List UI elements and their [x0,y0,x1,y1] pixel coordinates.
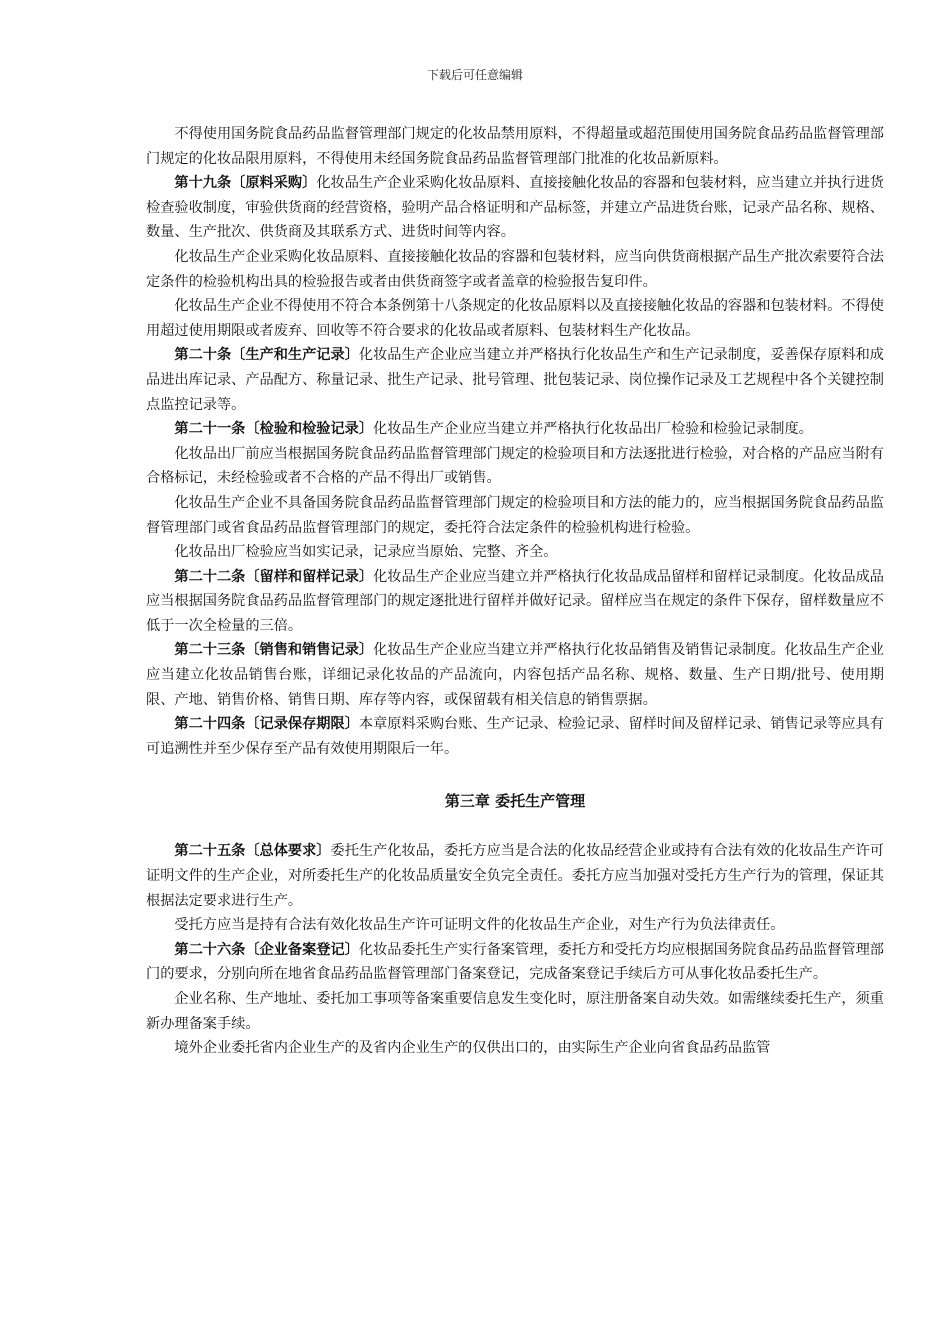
article-heading: 第二十三条〔销售和销售记录〕 [174,642,374,659]
paragraph [146,540,884,565]
paragraph [146,987,884,1036]
paragraph-text: 化妆品生产企业不得使用不符合本条例第十八条规定的化妆品原料以及直接接触化妆品的容器和包装材料。不得使用超过使用期限或者废弃、回收等不符合要求的化妆品或者原料、包装材料生产化妆品。 [146,298,884,339]
paragraph [146,122,884,171]
paragraph-text: 化妆品生产企业应当建立并严格执行化妆品成品留样和留样记录制度。化妆品成品应当根据国务院食品药品监督管理部门的规定逐批进行留样并做好记录。留样应当在规定的条件下保存，留样数量应不低于一次全检量的三倍。 [146,568,884,634]
paragraph-text: 企业名称、生产地址、委托加工事项等备案重要信息发生变化时，原注册备案自动失效。如需继续委托生产，须重新办理备案手续。 [146,991,884,1032]
page-header: 下载后可任意编辑 [426,68,523,82]
paragraph [146,442,884,491]
article-heading: 第二十一条〔检验和检验记录〕 [174,421,374,438]
paragraph [146,938,884,987]
paragraph [146,913,884,938]
paragraph-text: 化妆品生产企业采购化妆品原料、直接接触化妆品的容器和包装材料，应当向供货商根据产品生产批次索要符合法定条件的检验机构出具的检验报告或者由供货商签字或者盖章的检验报告复印件。 [146,248,884,290]
paragraph-text: 化妆品生产企业采购化妆品原料、直接接触化妆品的容器和包装材料，应当建立并执行进货检查验收制度，审验供货商的经营资格，验明产品合格证明和产品标签，并建立产品进货台账，记录产品名称、规格、数量、生产批次、供货商及其联系方式、进货时间等内容。 [146,175,884,241]
article-heading: 第二十五条〔总体要求〕 [174,843,331,860]
paragraph-text: 委托生产化妆品，委托方应当是合法的化妆品经营企业或持有合法有效的化妆品生产许可证明文件的生产企业，对所委托生产的化妆品质量安全负完全责任。委托方应当加强对受托方生产行为的管理，保证其根据法定要求进行生产。 [146,843,884,909]
article-heading: 第二十二条〔留样和留样记录〕 [174,568,374,585]
paragraph [146,839,884,913]
chapter-heading: 第三章 委托生产管理 [444,792,586,811]
paragraph-text: 境外企业委托省内企业生产的及省内企业生产的仅供出口的，由实际生产企业向省食品药品监管 [174,1040,771,1057]
paragraph-text: 受托方应当是持有合法有效化妆品生产许可证明文件的化妆品生产企业，对生产行为负法律责任。 [174,917,785,934]
paragraph [146,171,884,245]
article-heading: 第二十条〔生产和生产记录〕 [174,347,359,364]
paragraph-text: 化妆品生产企业不具备国务院食品药品监督管理部门规定的检验项目和方法的能力的，应当根据国务院食品药品监督管理部门或省食品药品监督管理部门的规定，委托符合法定条件的检验机构进行检验。 [146,494,884,536]
paragraph-text: 化妆品委托生产实行备案管理，委托方和受托方均应根据国务院食品药品监督管理部门的要求，分别向所在地省食品药品监督管理部门备案登记，完成备案登记手续后方可从事化妆品委托生产。 [146,941,884,983]
article-heading: 第二十六条〔企业备案登记〕 [174,941,359,958]
paragraph [146,638,884,712]
paragraph [146,245,884,294]
paragraph-text: 化妆品出厂检验应当如实记录，记录应当原始、完整、齐全。 [174,544,558,561]
paragraph-text: 化妆品出厂前应当根据国务院食品药品监督管理部门规定的检验项目和方法逐批进行检验，对合格的产品应当附有合格标记，未经检验或者不合格的产品不得出厂或销售。 [146,445,884,487]
paragraph-text: 化妆品生产企业应当建立并严格执行化妆品销售及销售记录制度。化妆品生产企业应当建立化妆品销售台账，详细记录化妆品的产品流向，内容包括产品名称、规格、数量、生产日期/批号、使用期限、产地、销售价格、销售日期、库存等内容，或保留载有相关信息的销售票据。 [146,642,884,708]
paragraph-text: 本章原料采购台账、生产记录、检验记录、留样时间及留样记录、销售记录等应具有可追溯性并至少保存至产品有效使用期限后一年。 [146,716,884,757]
document-body [146,122,884,1061]
paragraph [146,565,884,639]
paragraph [146,343,884,417]
paragraph [146,712,884,761]
paragraph [146,1036,884,1061]
paragraph [146,294,884,343]
paragraph-text: 化妆品生产企业应当建立并严格执行化妆品生产和生产记录制度，妥善保存原料和成品进出库记录、产品配方、称量记录、批生产记录、批号管理、批包装记录、岗位操作记录及工艺规程中各个关键控制点监控记录等。 [146,347,884,413]
paragraph [146,491,884,540]
article-heading: 第二十四条〔记录保存期限〕 [174,716,359,733]
paragraph [146,417,884,442]
article-heading: 第十九条〔原料采购〕 [174,175,317,192]
paragraph-text: 不得使用国务院食品药品监督管理部门规定的化妆品禁用原料，不得超量或超范围使用国务院食品药品监督管理部门规定的化妆品限用原料，不得使用未经国务院食品药品监督管理部门批准的化妆品新原料。 [146,126,884,167]
paragraph-text: 化妆品生产企业应当建立并严格执行化妆品出厂检验和检验记录制度。 [373,421,813,438]
